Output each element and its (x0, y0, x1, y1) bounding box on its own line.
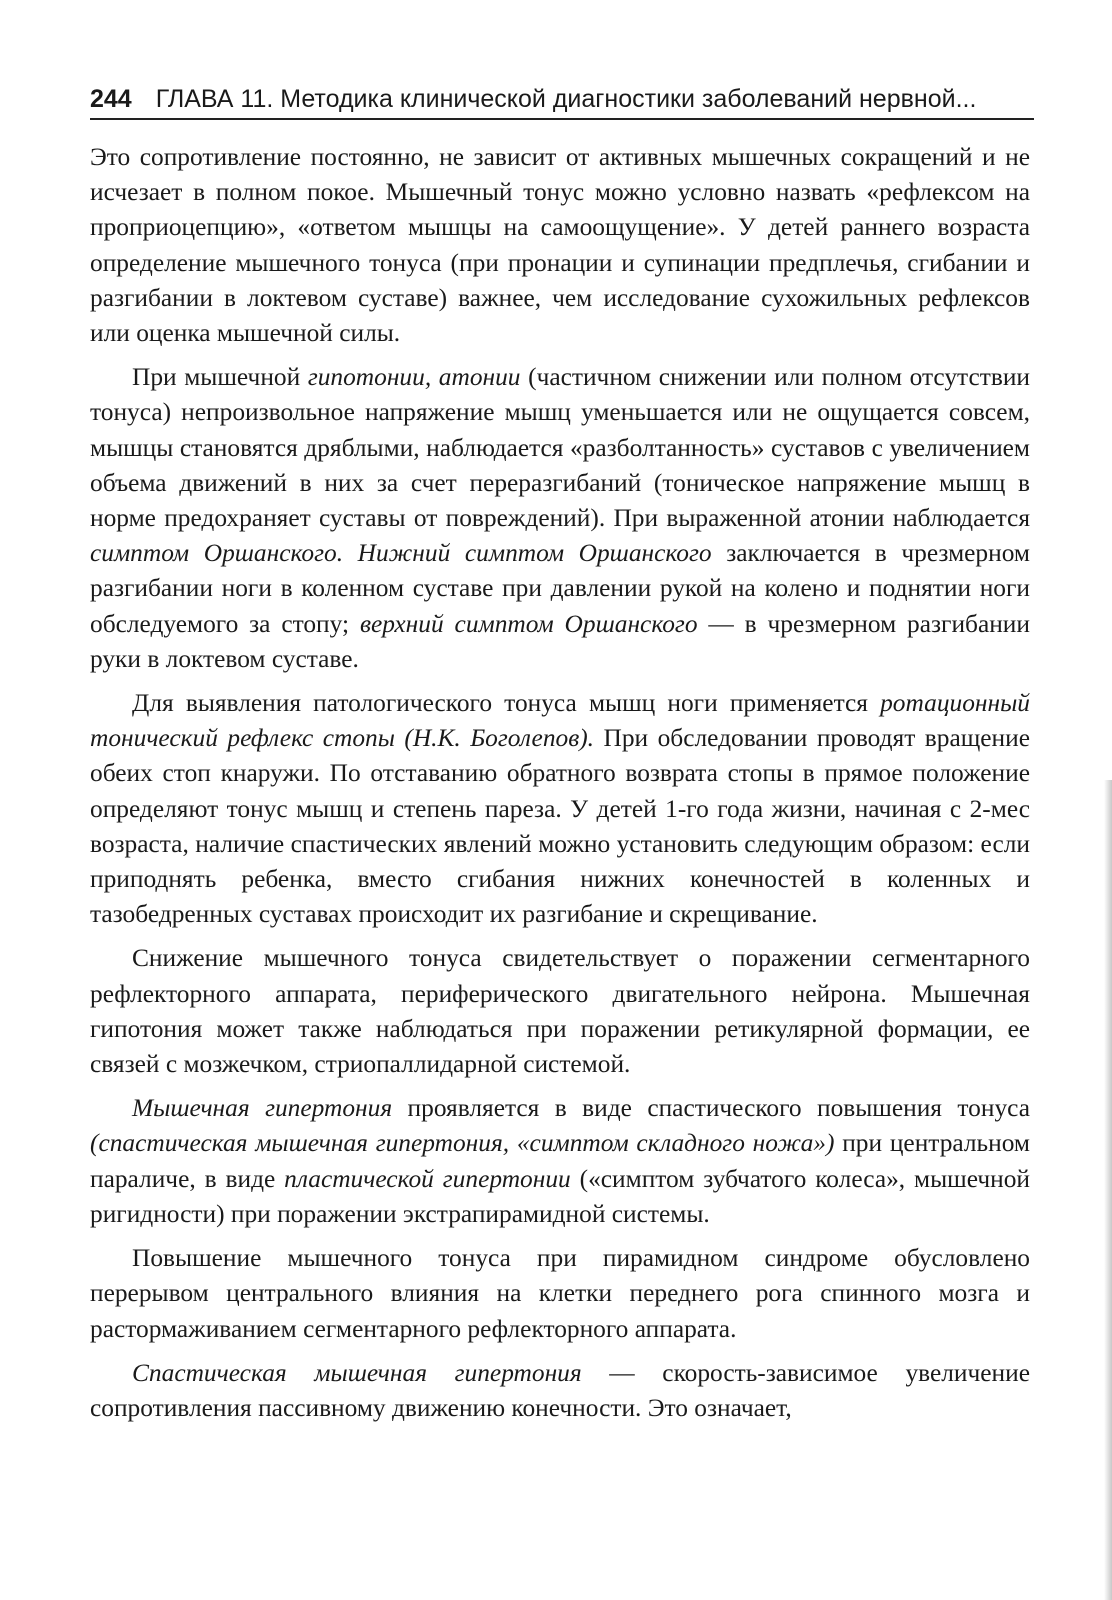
italic-term: Спастическая мышечная гипертония (132, 1358, 582, 1387)
text-run: Повышение мышечного тонуса при пирамидном синдроме обусловлено перерывом центрального влияния на клетки переднего рога спинного мозга и растормаживанием сегментарного рефлекторного аппарата. (90, 1244, 1030, 1343)
paragraph (90, 941, 1030, 1082)
italic-term: (спастическая мышечная гипертония, «симптом складного ножа») (90, 1129, 835, 1158)
text-run: Снижение мышечного тонуса свидетельствует о поражении сегментарного рефлекторного аппарата, периферического двигательного нейрона. Мышечная гипотония может также наблюдаться при поражении ретикулярной формации, ее связей с мозжечком, стриопаллидарной системой. (90, 944, 1030, 1079)
text-run: — скорость-зависимое увеличение сопротивления пассивному движению конечности. Это означает, (90, 1358, 1030, 1422)
text-run: (частичном снижении или полном отсутствии тонуса) непроизвольное напряжение мышц уменьшается или не ощущается совсем, мышцы становятся дряблыми, наблюдается «разболтанность» суставов с увеличением объема движений в них за счет переразгибаний (тоническое напряжение мышц в норме предохраняет суставы от повреждений). При выраженной атонии наблюдается (90, 363, 1030, 533)
text-run: При обследовании проводят вращение обеих стоп кнаружи. По отставанию обратного возврата стопы в прямое положение определяют тонус мышц и степень пареза. У детей 1-го года жизни, начиная с 2-мес возраста, наличие спастических явлений можно установить следующим образом: если приподнять ребенка, вместо сгибания нижних конечностей в коленных и тазобедренных суставах происходит их разгибание и скрещивание. (90, 724, 1030, 929)
scan-edge-shadow (1104, 780, 1112, 1600)
text-run: Для выявления патологического тонуса мышц ноги применяется (132, 689, 881, 718)
italic-term: верхний симптом Оршанского (359, 609, 698, 638)
page-number: 244 (90, 85, 132, 113)
running-header (90, 82, 1034, 120)
text-run: при центральном параличе, в виде (90, 1129, 1030, 1193)
body-text (90, 140, 1030, 1435)
italic-term: гипотонии, атонии (307, 363, 521, 392)
text-run: проявляется в виде спастического повышения тонуса (392, 1094, 1030, 1123)
paragraph (90, 686, 1030, 932)
text-run: — в чрезмерном разгибании руки в локтевом суставе. (90, 609, 1030, 673)
text-run: При мышечной (132, 363, 308, 392)
paragraph (90, 1241, 1030, 1347)
italic-term: Мышечная гипертония (132, 1094, 393, 1123)
paragraph (90, 360, 1030, 677)
italic-term: пластической гипертонии (284, 1164, 571, 1193)
paragraph (90, 1091, 1030, 1232)
text-run: Это сопротивление постоянно, не зависит от активных мышечных сокращений и не исчезает в полном покое. Мышечный тонус можно условно назвать «рефлексом на проприоцепцию», «ответом мышцы на самоощущение». У детей раннего возраста определение мышечного тонуса (при пронации и супинации предплечья, сгибании и разгибании в локтевом суставе) важнее, чем исследование сухожильных рефлексов или оценка мышечной силы. (90, 143, 1030, 348)
paragraph (90, 140, 1030, 351)
paragraph (90, 1356, 1030, 1426)
text-run: заключается в чрезмерном разгибании ноги в коленном суставе при давлении рукой на колено и поднятии ноги обследуемого за стопу; (90, 539, 1030, 638)
italic-term: ротационный тонический рефлекс стопы (Н.К. Боголепов). (90, 689, 1030, 753)
italic-term: симптом Оршанского. Нижний симптом Оршанского (90, 539, 712, 568)
chapter-title: ГЛАВА 11. Методика клинической диагностики заболеваний нервной... (155, 85, 977, 113)
text-run: («симптом зубчатого колеса», мышечной ригидности) при поражении экстрапирамидной системы. (90, 1164, 1030, 1228)
